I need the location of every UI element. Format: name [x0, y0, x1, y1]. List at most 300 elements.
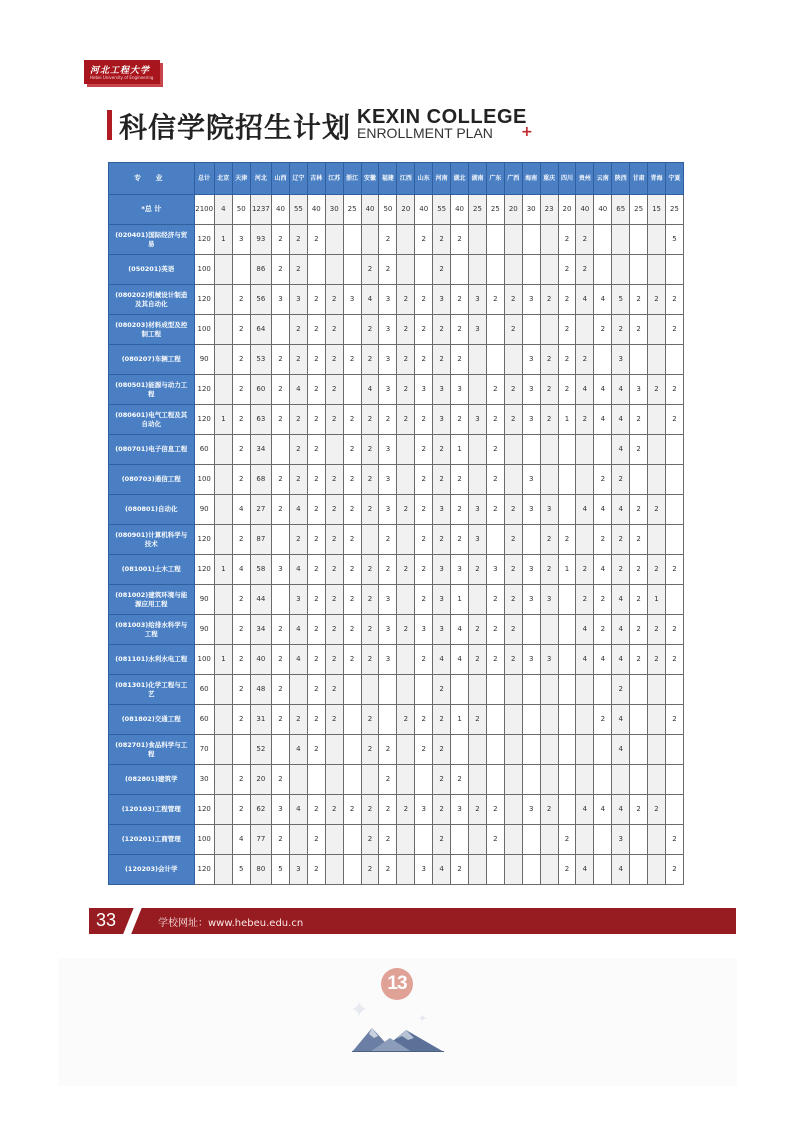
quota-cell: 2 — [576, 255, 594, 285]
quota-cell — [486, 225, 504, 255]
quota-cell: 2 — [232, 795, 250, 825]
quota-cell — [522, 435, 540, 465]
quota-cell — [665, 255, 683, 285]
major-name-cell: (080901)计算机科学与技术 — [109, 525, 195, 555]
quota-cell: 2 — [433, 345, 451, 375]
column-header-province: 湖北 — [451, 163, 469, 195]
quota-cell: 63 — [250, 405, 271, 435]
quota-cell: 2 — [648, 375, 666, 405]
total-cell: 55 — [289, 195, 307, 225]
quota-cell: 2 — [361, 615, 379, 645]
quota-cell — [415, 675, 433, 705]
major-name-cell: (082801)建筑学 — [109, 765, 195, 795]
quota-cell: 2 — [433, 795, 451, 825]
quota-cell — [214, 255, 232, 285]
quota-cell: 2 — [289, 405, 307, 435]
quota-cell — [486, 735, 504, 765]
quota-cell: 4 — [612, 705, 630, 735]
quota-cell — [415, 255, 433, 285]
quota-cell: 4 — [451, 645, 469, 675]
quota-cell — [272, 525, 290, 555]
quota-cell: 4 — [289, 495, 307, 525]
page-title-en-line1: KEXIN COLLEGE — [357, 106, 527, 128]
quota-cell: 2 — [361, 795, 379, 825]
quota-cell: 2 — [648, 555, 666, 585]
quota-cell: 2 — [361, 825, 379, 855]
quota-cell: 2 — [665, 285, 683, 315]
quota-cell: 4 — [612, 585, 630, 615]
quota-cell: 2 — [504, 525, 522, 555]
quota-cell: 2 — [486, 435, 504, 465]
total-row-label: *总 计 — [109, 195, 195, 225]
quota-cell: 3 — [415, 375, 433, 405]
quota-cell — [648, 855, 666, 885]
quota-cell: 2 — [486, 825, 504, 855]
quota-cell: 2 — [272, 225, 290, 255]
quota-cell: 2 — [486, 795, 504, 825]
quota-cell: 3 — [433, 555, 451, 585]
table-row — [109, 795, 684, 825]
quota-cell: 2 — [469, 645, 487, 675]
quota-cell: 2 — [415, 495, 433, 525]
quota-cell — [630, 675, 648, 705]
quota-cell: 2 — [232, 525, 250, 555]
total-cell: 55 — [433, 195, 451, 225]
quota-cell — [558, 495, 576, 525]
column-header-province: 江苏 — [325, 163, 343, 195]
quota-cell: 34 — [250, 615, 271, 645]
quota-cell: 2 — [361, 465, 379, 495]
quota-cell: 2 — [343, 525, 361, 555]
quota-cell: 2 — [343, 405, 361, 435]
quota-cell — [272, 735, 290, 765]
quota-cell: 4 — [232, 495, 250, 525]
table-row — [109, 855, 684, 885]
quota-cell: 2 — [504, 405, 522, 435]
quota-cell: 100 — [194, 465, 214, 495]
quota-cell — [469, 255, 487, 285]
quota-cell — [325, 855, 343, 885]
quota-cell — [214, 375, 232, 405]
table-row — [109, 315, 684, 345]
total-cell: 1237 — [250, 195, 271, 225]
quota-cell: 3 — [522, 645, 540, 675]
quota-cell — [558, 585, 576, 615]
quota-cell: 2 — [504, 285, 522, 315]
quota-cell — [612, 225, 630, 255]
quota-cell: 52 — [250, 735, 271, 765]
quota-cell: 2 — [451, 525, 469, 555]
quota-cell: 2 — [665, 375, 683, 405]
quota-cell: 2 — [558, 375, 576, 405]
quota-cell: 3 — [522, 495, 540, 525]
quota-cell — [504, 435, 522, 465]
quota-cell — [214, 735, 232, 765]
quota-cell: 2 — [379, 855, 397, 885]
quota-cell: 120 — [194, 525, 214, 555]
quota-cell: 4 — [232, 825, 250, 855]
quota-cell: 2 — [558, 285, 576, 315]
quota-cell: 2 — [379, 225, 397, 255]
quota-cell — [558, 435, 576, 465]
quota-cell — [486, 855, 504, 885]
quota-cell: 2 — [307, 645, 325, 675]
quota-cell: 70 — [194, 735, 214, 765]
quota-cell: 2 — [486, 585, 504, 615]
total-cell: 20 — [504, 195, 522, 225]
quota-cell: 4 — [594, 375, 612, 405]
major-name-cell: (080703)通信工程 — [109, 465, 195, 495]
quota-cell — [486, 765, 504, 795]
quota-cell: 2 — [504, 585, 522, 615]
quota-cell: 2 — [451, 225, 469, 255]
quota-cell — [397, 855, 415, 885]
quota-cell: 2 — [307, 375, 325, 405]
quota-cell: 2 — [325, 675, 343, 705]
quota-cell: 1 — [214, 555, 232, 585]
quota-cell: 30 — [194, 765, 214, 795]
quota-cell: 4 — [433, 645, 451, 675]
column-header-province: 四川 — [558, 163, 576, 195]
quota-cell: 2 — [540, 375, 558, 405]
quota-cell — [612, 765, 630, 795]
quota-cell: 2 — [540, 525, 558, 555]
quota-cell — [214, 585, 232, 615]
quota-cell: 2 — [594, 465, 612, 495]
quota-cell: 2 — [594, 315, 612, 345]
quota-cell: 4 — [612, 405, 630, 435]
quota-cell — [307, 765, 325, 795]
quota-cell: 2 — [361, 315, 379, 345]
quota-cell — [397, 675, 415, 705]
quota-cell: 2 — [361, 495, 379, 525]
table-row — [109, 615, 684, 645]
quota-cell: 2 — [232, 285, 250, 315]
quota-cell — [558, 765, 576, 795]
quota-cell: 2 — [361, 435, 379, 465]
quota-cell — [540, 675, 558, 705]
quota-cell: 3 — [379, 345, 397, 375]
quota-cell — [648, 465, 666, 495]
table-row — [109, 225, 684, 255]
quota-cell — [214, 675, 232, 705]
quota-cell: 2 — [361, 705, 379, 735]
quota-cell: 4 — [594, 495, 612, 525]
quota-cell — [486, 705, 504, 735]
quota-cell — [343, 225, 361, 255]
quota-cell: 2 — [630, 615, 648, 645]
quota-cell: 2 — [433, 435, 451, 465]
quota-cell — [214, 615, 232, 645]
quota-cell: 2 — [665, 825, 683, 855]
quota-cell — [665, 765, 683, 795]
quota-cell: 2 — [307, 705, 325, 735]
quota-cell: 4 — [576, 645, 594, 675]
quota-cell — [504, 705, 522, 735]
quota-cell: 2 — [415, 705, 433, 735]
quota-cell: 4 — [361, 285, 379, 315]
quota-cell — [665, 795, 683, 825]
column-header-province: 宁夏 — [665, 163, 683, 195]
quota-cell: 2 — [504, 615, 522, 645]
quota-cell: 2 — [272, 615, 290, 645]
quota-cell: 2 — [415, 315, 433, 345]
quota-cell: 2 — [630, 285, 648, 315]
sparkle-icon: ✦ — [350, 998, 369, 1023]
quota-cell — [665, 465, 683, 495]
quota-cell: 3 — [522, 405, 540, 435]
quota-cell — [665, 435, 683, 465]
quota-cell: 3 — [433, 495, 451, 525]
quota-cell: 2 — [665, 855, 683, 885]
quota-cell — [486, 345, 504, 375]
page-badge: 13 — [381, 968, 413, 1000]
quota-cell — [469, 465, 487, 495]
quota-cell — [232, 735, 250, 765]
quota-cell: 2 — [379, 555, 397, 585]
quota-cell: 2 — [612, 465, 630, 495]
quota-cell — [289, 825, 307, 855]
total-cell: 2100 — [194, 195, 214, 225]
column-header-province: 云南 — [594, 163, 612, 195]
quota-cell — [522, 765, 540, 795]
quota-cell: 2 — [361, 585, 379, 615]
university-logo — [84, 60, 160, 84]
quota-cell: 2 — [325, 555, 343, 585]
quota-cell: 60 — [194, 435, 214, 465]
quota-cell: 2 — [307, 465, 325, 495]
quota-cell: 2 — [451, 765, 469, 795]
quota-cell: 2 — [648, 285, 666, 315]
quota-cell: 2 — [558, 855, 576, 885]
quota-cell: 3 — [522, 345, 540, 375]
quota-cell — [576, 435, 594, 465]
quota-cell: 90 — [194, 585, 214, 615]
quota-cell: 2 — [397, 345, 415, 375]
quota-cell — [214, 525, 232, 555]
major-name-cell: (120203)会计学 — [109, 855, 195, 885]
quota-cell — [272, 315, 290, 345]
table-row — [109, 705, 684, 735]
quota-cell: 2 — [379, 765, 397, 795]
plus-icon: + — [521, 124, 533, 140]
quota-cell — [630, 855, 648, 885]
quota-cell: 4 — [612, 735, 630, 765]
quota-cell: 3 — [469, 315, 487, 345]
quota-cell: 100 — [194, 825, 214, 855]
quota-cell: 2 — [612, 675, 630, 705]
quota-cell: 2 — [325, 705, 343, 735]
quota-cell: 2 — [469, 705, 487, 735]
quota-cell — [594, 855, 612, 885]
quota-cell — [630, 705, 648, 735]
quota-cell: 68 — [250, 465, 271, 495]
quota-cell: 3 — [469, 495, 487, 525]
quota-cell — [343, 675, 361, 705]
quota-cell — [325, 765, 343, 795]
major-name-cell: (020401)国际经济与贸易 — [109, 225, 195, 255]
quota-cell: 53 — [250, 345, 271, 375]
quota-cell: 87 — [250, 525, 271, 555]
quota-cell: 2 — [415, 645, 433, 675]
quota-cell: 3 — [433, 405, 451, 435]
quota-cell: 48 — [250, 675, 271, 705]
quota-cell — [343, 825, 361, 855]
quota-cell — [469, 345, 487, 375]
total-cell: 15 — [648, 195, 666, 225]
quota-cell: 2 — [272, 645, 290, 675]
quota-cell — [469, 375, 487, 405]
quota-cell: 2 — [272, 255, 290, 285]
quota-cell: 2 — [630, 435, 648, 465]
quota-cell: 2 — [630, 525, 648, 555]
column-header-province: 江西 — [397, 163, 415, 195]
quota-cell: 120 — [194, 795, 214, 825]
quota-cell — [397, 465, 415, 495]
quota-cell — [343, 315, 361, 345]
quota-cell — [558, 675, 576, 705]
quota-cell — [486, 255, 504, 285]
quota-cell: 2 — [325, 645, 343, 675]
quota-cell: 4 — [361, 375, 379, 405]
quota-cell — [522, 525, 540, 555]
quota-cell: 3 — [451, 555, 469, 585]
quota-cell: 3 — [522, 795, 540, 825]
table-row — [109, 345, 684, 375]
quota-cell: 2 — [232, 645, 250, 675]
total-cell: 40 — [576, 195, 594, 225]
total-cell: 40 — [272, 195, 290, 225]
quota-cell: 2 — [361, 345, 379, 375]
quota-cell — [469, 435, 487, 465]
major-name-cell: (082701)食品科学与工程 — [109, 735, 195, 765]
quota-cell: 2 — [630, 645, 648, 675]
quota-cell: 3 — [612, 345, 630, 375]
quota-cell: 4 — [433, 855, 451, 885]
quota-cell: 2 — [361, 555, 379, 585]
quota-cell: 120 — [194, 225, 214, 255]
quota-cell — [214, 825, 232, 855]
quota-cell: 2 — [343, 615, 361, 645]
total-cell: 25 — [486, 195, 504, 225]
table-header-row — [109, 163, 684, 195]
quota-cell: 2 — [232, 375, 250, 405]
quota-cell — [630, 225, 648, 255]
column-header-province: 山东 — [415, 163, 433, 195]
major-name-cell: (081802)交通工程 — [109, 705, 195, 735]
quota-cell: 2 — [665, 615, 683, 645]
quota-cell: 3 — [379, 645, 397, 675]
quota-cell: 3 — [289, 855, 307, 885]
quota-cell: 2 — [307, 285, 325, 315]
quota-cell: 4 — [612, 375, 630, 405]
total-cell: 40 — [361, 195, 379, 225]
quota-cell: 2 — [504, 495, 522, 525]
quota-cell — [540, 435, 558, 465]
quota-cell: 4 — [612, 615, 630, 645]
quota-cell: 5 — [612, 285, 630, 315]
quota-cell: 2 — [325, 795, 343, 825]
quota-cell: 2 — [307, 795, 325, 825]
major-name-cell: (120103)工程管理 — [109, 795, 195, 825]
quota-cell: 2 — [451, 465, 469, 495]
quota-cell: 2 — [272, 465, 290, 495]
quota-cell: 2 — [648, 645, 666, 675]
school-website-link[interactable]: 学校网址：www.hebeu.edu.cn — [158, 918, 304, 929]
quota-cell: 2 — [343, 435, 361, 465]
column-header-province: 青海 — [648, 163, 666, 195]
quota-cell: 2 — [665, 315, 683, 345]
table-row — [109, 735, 684, 765]
quota-cell: 3 — [469, 405, 487, 435]
quota-cell — [594, 675, 612, 705]
quota-cell: 4 — [612, 495, 630, 525]
quota-cell: 3 — [379, 615, 397, 645]
quota-cell: 2 — [415, 285, 433, 315]
quota-cell — [558, 705, 576, 735]
quota-cell: 2 — [451, 855, 469, 885]
quota-cell: 2 — [343, 465, 361, 495]
quota-cell: 2 — [486, 375, 504, 405]
quota-cell: 2 — [272, 495, 290, 525]
quota-cell — [451, 675, 469, 705]
quota-cell: 60 — [194, 675, 214, 705]
total-cell: 50 — [379, 195, 397, 225]
quota-cell: 2 — [325, 285, 343, 315]
quota-cell — [576, 465, 594, 495]
column-header-province: 甘肃 — [630, 163, 648, 195]
quota-cell: 90 — [194, 615, 214, 645]
quota-cell — [397, 525, 415, 555]
column-header-province: 北京 — [214, 163, 232, 195]
quota-cell: 1 — [558, 405, 576, 435]
quota-cell: 4 — [594, 795, 612, 825]
quota-cell: 3 — [343, 285, 361, 315]
quota-cell — [214, 435, 232, 465]
total-cell: 20 — [558, 195, 576, 225]
quota-cell: 2 — [325, 585, 343, 615]
quota-cell: 2 — [289, 525, 307, 555]
quota-cell — [343, 855, 361, 885]
column-header-province: 河北 — [250, 163, 271, 195]
table-row — [109, 555, 684, 585]
quota-cell — [343, 735, 361, 765]
quota-cell — [504, 255, 522, 285]
quota-cell: 2 — [325, 495, 343, 525]
column-header-province: 湖南 — [469, 163, 487, 195]
quota-cell: 3 — [232, 225, 250, 255]
quota-cell — [469, 735, 487, 765]
quota-cell — [469, 675, 487, 705]
quota-cell: 2 — [232, 705, 250, 735]
quota-cell: 2 — [594, 525, 612, 555]
quota-cell — [648, 675, 666, 705]
quota-cell: 2 — [415, 435, 433, 465]
quota-cell: 2 — [504, 375, 522, 405]
quota-cell: 2 — [469, 555, 487, 585]
total-cell: 25 — [343, 195, 361, 225]
quota-cell: 2 — [343, 795, 361, 825]
quota-cell: 2 — [630, 585, 648, 615]
quota-cell: 2 — [307, 615, 325, 645]
quota-cell — [486, 675, 504, 705]
quota-cell — [214, 855, 232, 885]
quota-cell: 100 — [194, 255, 214, 285]
quota-cell: 3 — [486, 555, 504, 585]
quota-cell: 3 — [522, 465, 540, 495]
quota-cell: 86 — [250, 255, 271, 285]
quota-cell: 4 — [612, 855, 630, 885]
